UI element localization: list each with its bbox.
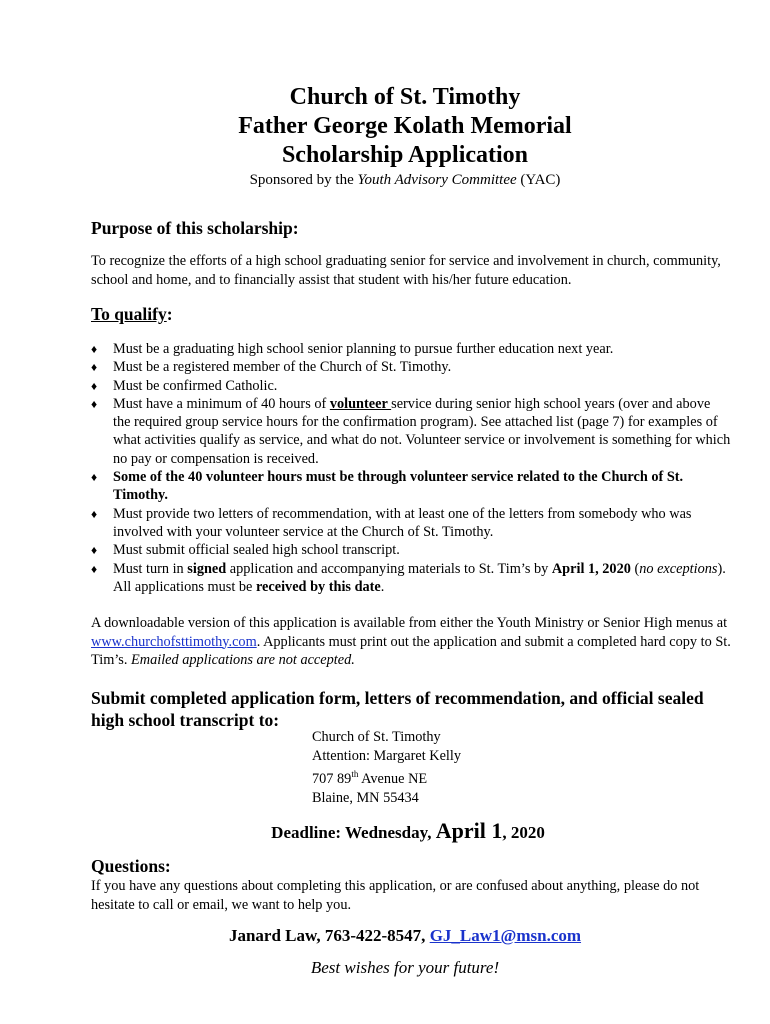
qualify-item-text: Must turn in [113,560,188,577]
qualify-item-text: Must have a minimum of 40 hours of [113,395,330,412]
download-paragraph [91,614,731,670]
address-line-2: Attention: Margaret Kelly [312,747,462,764]
deadline-date: April 1 [435,818,503,843]
qualify-item-text: . [380,578,385,595]
volunteer-emphasis: volunteer [329,395,392,412]
address-line-1: Church of St. Timothy [312,729,441,745]
address-line-4: Blaine, MN 55434 [312,789,419,806]
qualify-heading-text: To qualify [91,304,167,324]
deadline-line [0,818,770,844]
download-text: A downloadable version of this application is available from either the Youth Ministry or Senior High menus at [91,615,728,631]
address-street: Avenue NE [358,770,428,787]
sponsor-prefix: Sponsored by the [249,172,358,188]
qualify-item-text: ( [630,560,640,577]
address-number: 707 89 [312,770,352,787]
sponsor-line [0,172,770,189]
list-item [91,340,731,358]
qualify-item-text: Must submit official sealed high school transcript. [113,542,400,559]
qualify-item-text: service during senior high school years (over and above the required group service hours for the confirmation program). See attached list (page 7) for examples of what activities qualify as service, and what do not. Volunteer service or involvement is something for which no pay or compensation is received. [113,395,731,467]
contact-email-link[interactable]: GJ_Law1@msn.com [429,926,582,945]
submit-heading: Submit completed application form, letters of recommendation, and official sealed high school transcript to: [91,688,704,730]
no-exceptions-note: no exceptions [639,560,718,577]
website-link[interactable]: www.churchofsttimothy.com [91,633,257,650]
sponsor-committee: Youth Advisory Committee [357,172,517,188]
signed-emphasis: signed [187,560,227,577]
qualify-colon: : [166,304,173,324]
due-date: April 1, 2020 [551,560,631,577]
list-item [91,541,731,559]
mailing-address [312,728,461,807]
list-item [91,377,731,395]
diamond-bullet-icon: ♦ [91,378,98,393]
diamond-bullet-icon: ♦ [91,470,98,485]
qualify-item-text: Some of the 40 volunteer hours must be through volunteer service related to the Church of St. Timothy. [113,469,684,504]
questions-heading: Questions: [91,856,171,876]
deadline-label: Deadline: Wednesday, [271,823,436,842]
closing-wish: Best wishes for your future! [310,958,500,977]
qualify-item-text: Must provide two letters of recommendation, with at least one of the letters from somebody who was involved with your volunteer service at the Church of St. Timothy. [113,505,692,540]
list-item [91,505,731,542]
qualify-item-text: ). All applications must be [113,560,726,595]
qualify-item-text: Must be a registered member of the Church of St. Timothy. [113,359,452,376]
address-ordinal: th [351,769,359,780]
purpose-text: To recognize the efforts of a high school graduating senior for service and involvement in church, community, school and home, and to financially assist that student with his/her future education. [91,253,721,288]
diamond-bullet-icon: ♦ [91,561,98,576]
qualify-heading [91,304,173,325]
diamond-bullet-icon: ♦ [91,396,98,411]
contact-name-phone: Janard Law, 763-422-8547, [228,926,430,945]
list-item [91,395,731,468]
diamond-bullet-icon: ♦ [91,543,98,558]
title-line-2: Father George Kolath Memorial [238,113,572,139]
qualify-list [91,340,731,596]
list-item [91,468,731,505]
purpose-heading: Purpose of this scholarship: [91,218,299,238]
contact-line [0,926,770,946]
diamond-bullet-icon: ♦ [91,506,98,521]
email-not-accepted-note: Emailed applications are not accepted. [131,652,355,668]
address-line-3 [312,765,461,788]
deadline-year: , 2020 [502,823,545,842]
diamond-bullet-icon: ♦ [91,360,98,375]
questions-text: If you have any questions about completing this application, or are confused about anything, please do not hesitate to call or email, we want to help you. [91,878,700,913]
diamond-bullet-icon: ♦ [91,342,98,356]
received-emphasis: received by this date [255,578,381,595]
title-line-1: Church of St. Timothy [289,84,521,110]
title-line-3: Scholarship Application [281,142,529,168]
qualify-item-text: Must be confirmed Catholic. [113,377,278,394]
qualify-item-text: Must be a graduating high school senior planning to pursue further education next year. [113,341,614,357]
list-item [91,560,731,597]
qualify-item-text: application and accompanying materials to St. Tim’s by [226,560,552,577]
sponsor-suffix: (YAC) [516,172,561,188]
list-item [91,358,731,376]
download-text: . Applicants must print out the application and submit a completed hard copy to St. Tim’s. [91,633,731,668]
